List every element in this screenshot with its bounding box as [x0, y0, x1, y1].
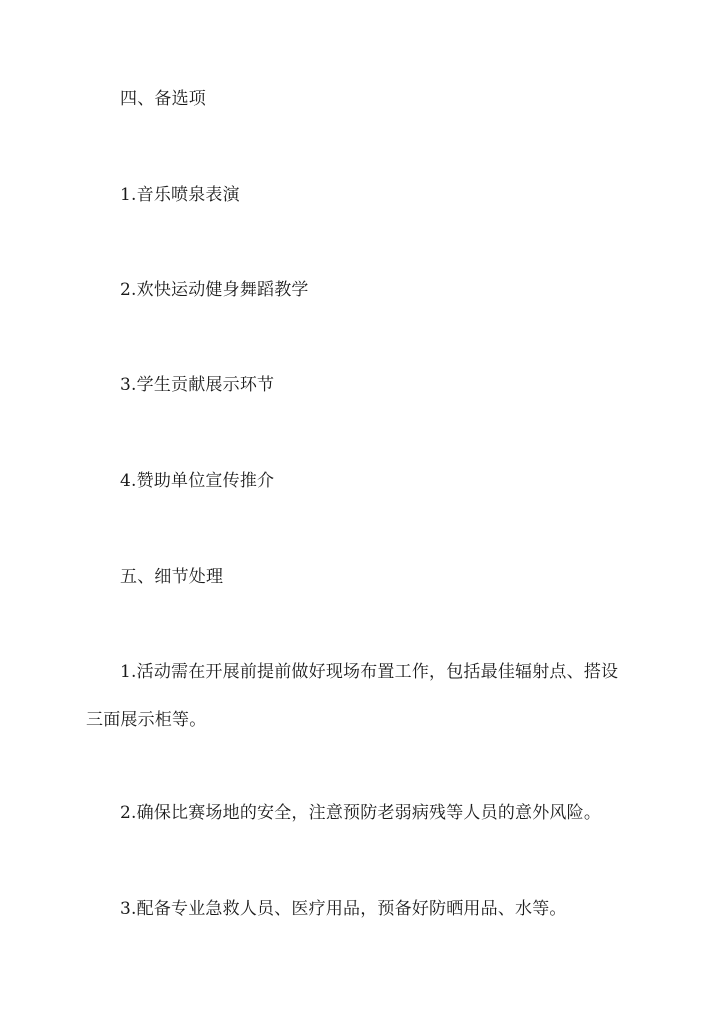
list-item-music-fountain: 1.音乐喷泉表演 [120, 185, 240, 205]
list-item-dance-teaching: 2.欢快运动健身舞蹈教学 [120, 280, 309, 300]
detail-item-site-setup: 1.活动需在开展前提前做好现场布置工作，包括最佳辐射点、搭设三面展示柜等。 [86, 662, 619, 730]
section-heading-details: 五、细节处理 [120, 567, 224, 587]
section-heading-options: 四、备选项 [120, 89, 206, 109]
list-item-sponsor-promotion: 4.赞助单位宣传推介 [120, 471, 275, 491]
detail-item-safety: 2.确保比赛场地的安全，注意预防老弱病残等人员的意外风险。 [120, 803, 602, 823]
detail-item-first-aid: 3.配备专业急救人员、医疗用品，预备好防晒用品、水等。 [120, 899, 567, 919]
list-item-student-showcase: 3.学生贡献展示环节 [120, 375, 275, 395]
